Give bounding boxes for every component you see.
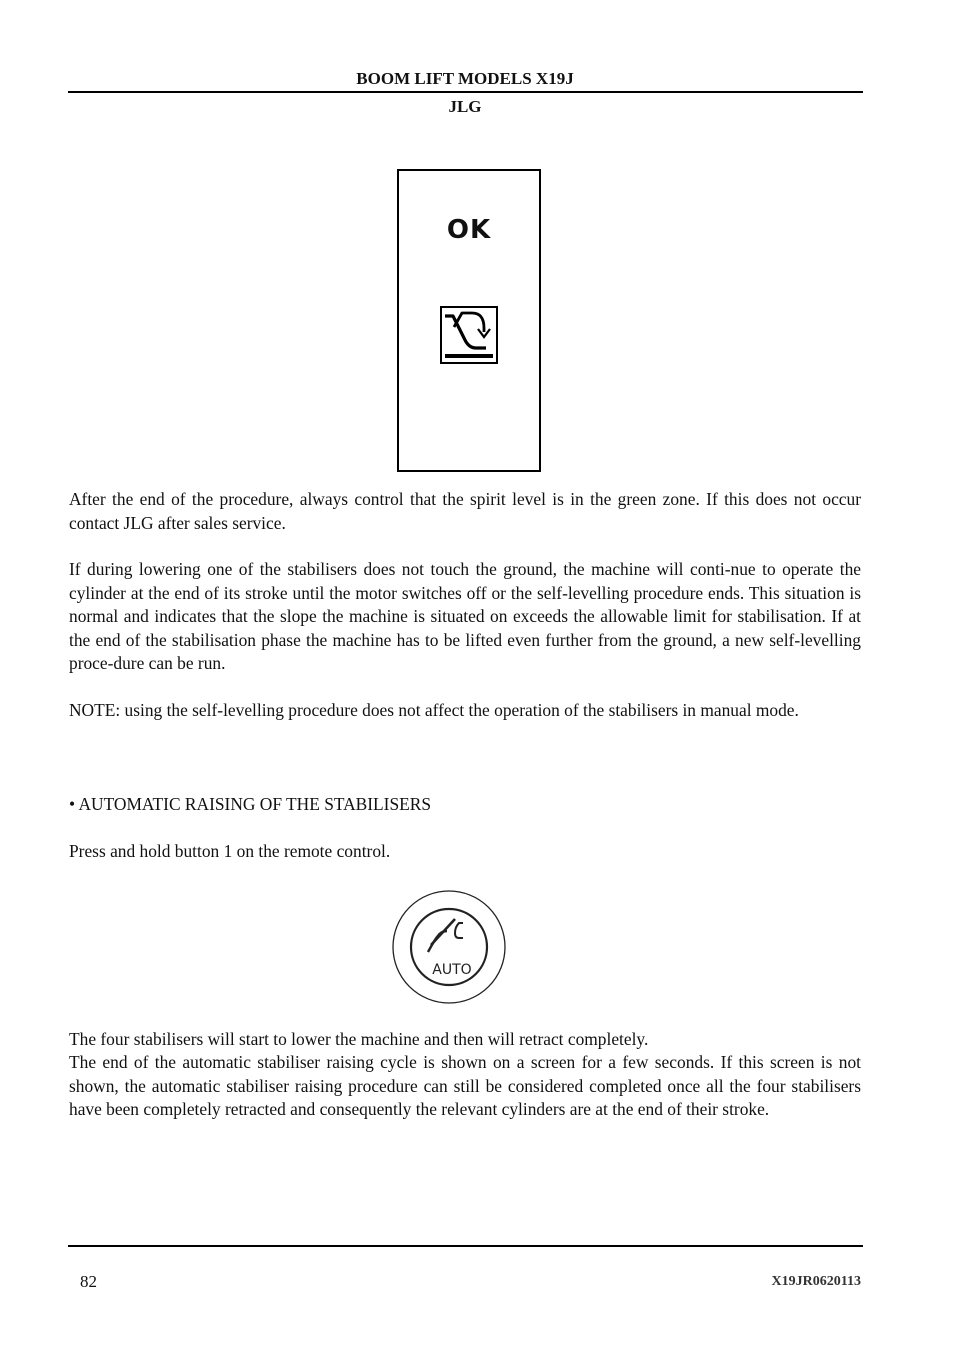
rule-top (68, 91, 863, 93)
header-brand: JLG (448, 97, 482, 116)
header-title: BOOM LIFT MODELS X19J (356, 69, 574, 88)
remote-button-label: AUTO (432, 962, 472, 978)
paragraph-spirit-level: After the end of the procedure, always control that the spirit level is in the green zone. If this does not occur contact JLG after sales service. (69, 489, 861, 533)
paragraph-end-of-cycle: The end of the automatic stabiliser raising cycle is shown on a screen for a few seconds. If this screen is not shown, the automatic stabiliser raising procedure can still be considered completed once all the four stabilisers have been completely retracted and consequently the relevant cylinders are at the end of their stroke. (69, 1052, 861, 1119)
page-number: 82 (80, 1272, 97, 1291)
paragraph-stabiliser-lowering: If during lowering one of the stabilisers does not touch the ground, the machine will conti-nue to operate the cylinder at the end of its stroke until the motor switches off or the self-levelling procedure ends. This situation is normal and indicates that the slope the machine is situated on exceeds the allowable limit for stabilisation. If at the end of the stabilisation phase the machine has to be lifted even further from the ground, a new self-levelling proce-dure can be run. (69, 559, 861, 673)
screen-panel (397, 169, 541, 472)
stabiliser-levelling-icon (440, 306, 498, 364)
paragraph-press-button: Press and hold button 1 on the remote control. (69, 841, 391, 861)
remote-button-graphic (391, 889, 507, 1005)
section-heading: • AUTOMATIC RAISING OF THE STABILISERS (69, 794, 432, 814)
paragraph-note: NOTE: using the self-levelling procedure does not affect the operation of the stabilisers in manual mode. (69, 700, 799, 720)
screen-ok-text: OK (446, 215, 492, 245)
remote-auto-button (391, 889, 507, 1005)
paragraph-stabilisers-retract: The four stabilisers will start to lower the machine and then will retract completely. (69, 1029, 649, 1049)
rule-bottom (68, 1245, 863, 1247)
document-code: X19JR0620113 (771, 1274, 861, 1289)
